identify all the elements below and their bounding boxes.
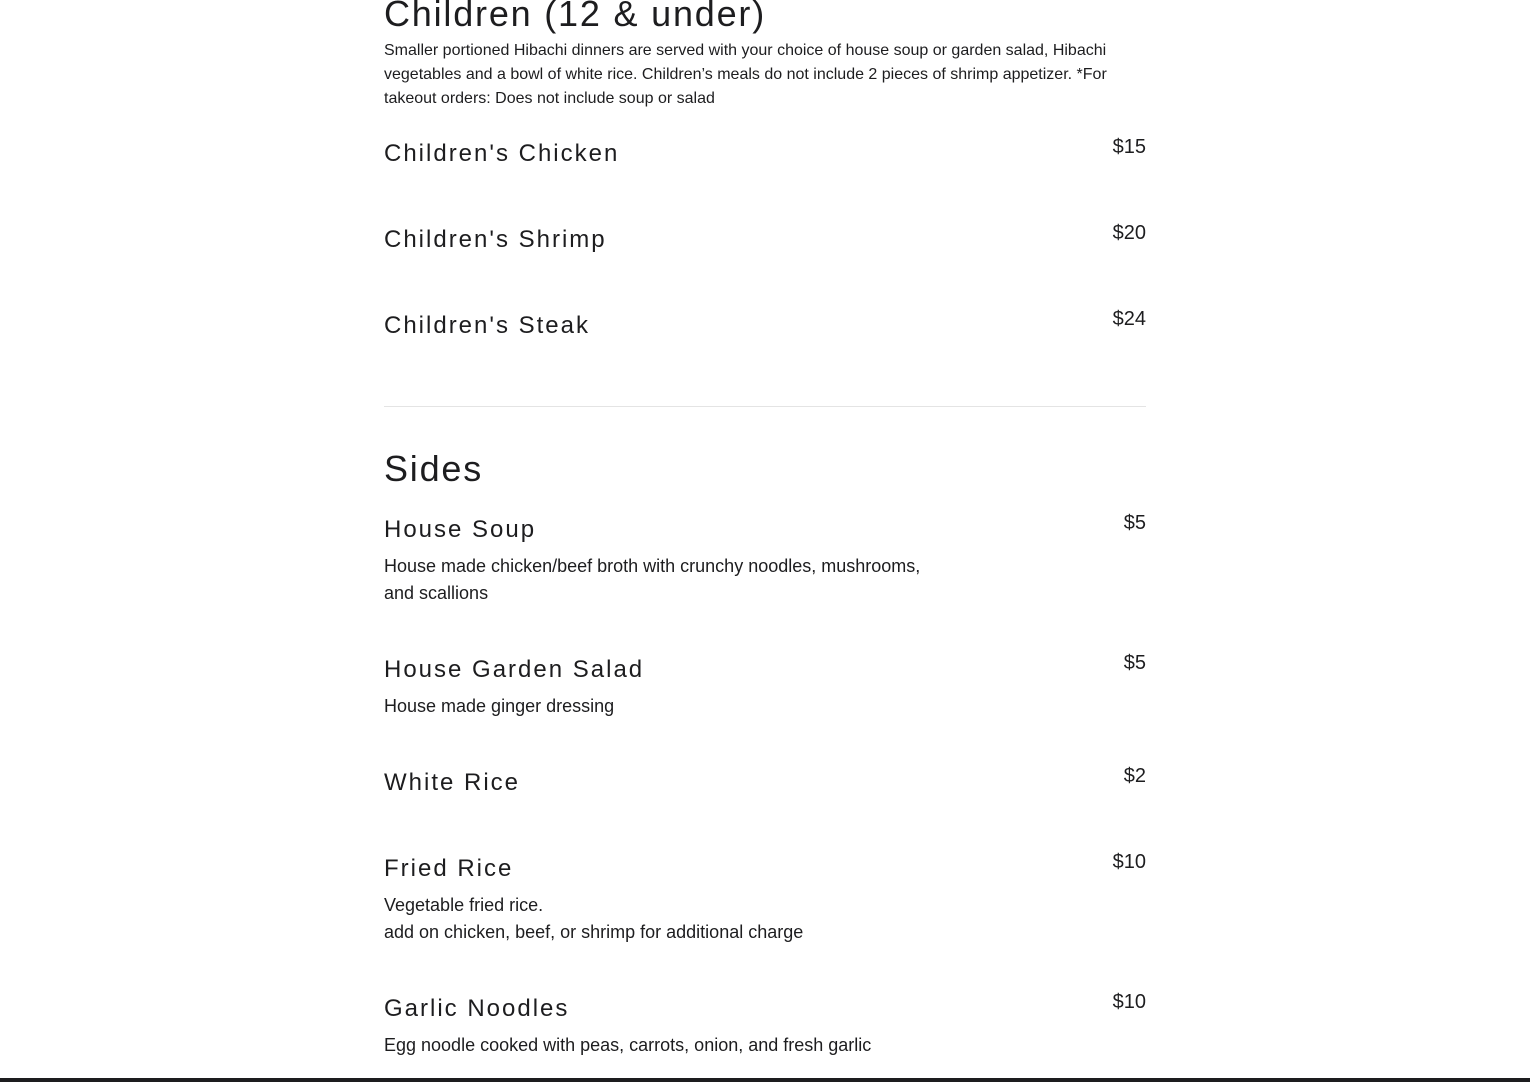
menu-item-name: House Garden Salad	[384, 656, 645, 683]
menu-item-name: Garlic Noodles	[384, 995, 570, 1022]
bottom-bar	[0, 1078, 1530, 1082]
menu-item	[384, 652, 1146, 720]
menu-item-description-line: and scallions	[384, 582, 489, 603]
menu-item-description	[384, 553, 924, 607]
section-divider	[384, 406, 1146, 407]
menu-item-description-line: add on chicken, beef, or shrimp for additional charge	[384, 921, 804, 942]
menu-item-price: $20	[1112, 222, 1146, 244]
menu-item	[384, 136, 1146, 169]
menu-item	[384, 512, 1146, 607]
menu-item-name: Children's Steak	[384, 312, 590, 339]
menu-item	[384, 991, 1146, 1059]
menu-item-description	[384, 1032, 924, 1059]
menu-item-name: Children's Chicken	[384, 140, 620, 167]
menu-item-description-line: Egg noodle cooked with peas, carrots, onion, and fresh garlic	[384, 1034, 872, 1055]
sides-section	[384, 447, 1146, 490]
section-description-children: Smaller portioned Hibachi dinners are served with your choice of house soup or garden salad, Hibachi vegetables and a bowl of white rice. Children’s meals do not include 2 pieces of shrimp appetizer. *For takeout orders: Does not include soup or salad	[384, 42, 1107, 108]
menu-item-name: House Soup	[384, 516, 537, 543]
menu-item-price: $5	[1123, 512, 1146, 534]
menu-item-description	[384, 892, 924, 946]
menu-item-description-line: House made chicken/beef broth with crunchy noodles, mushrooms,	[384, 555, 921, 576]
section-title-sides: Sides	[384, 448, 484, 489]
menu-item-name: Children's Shrimp	[384, 226, 607, 253]
menu-item-name: White Rice	[384, 769, 521, 796]
menu-item-description	[384, 693, 924, 720]
menu-item-description-line: Vegetable fried rice.	[384, 894, 544, 915]
menu-item-price: $10	[1112, 991, 1146, 1013]
children-section	[384, 0, 1146, 111]
menu-item-price: $10	[1112, 851, 1146, 873]
menu-item-price: $24	[1112, 308, 1146, 330]
menu-item-price: $5	[1123, 652, 1146, 674]
menu-item-name: Fried Rice	[384, 855, 514, 882]
menu-item-price: $15	[1112, 136, 1146, 158]
menu-item-description-line: House made ginger dressing	[384, 695, 615, 716]
section-title-children: Children (12 & under)	[384, 0, 766, 34]
menu-item	[384, 308, 1146, 341]
menu-item-price: $2	[1123, 765, 1146, 787]
menu-item	[384, 851, 1146, 946]
menu-item	[384, 765, 1146, 798]
menu-item	[384, 222, 1146, 255]
